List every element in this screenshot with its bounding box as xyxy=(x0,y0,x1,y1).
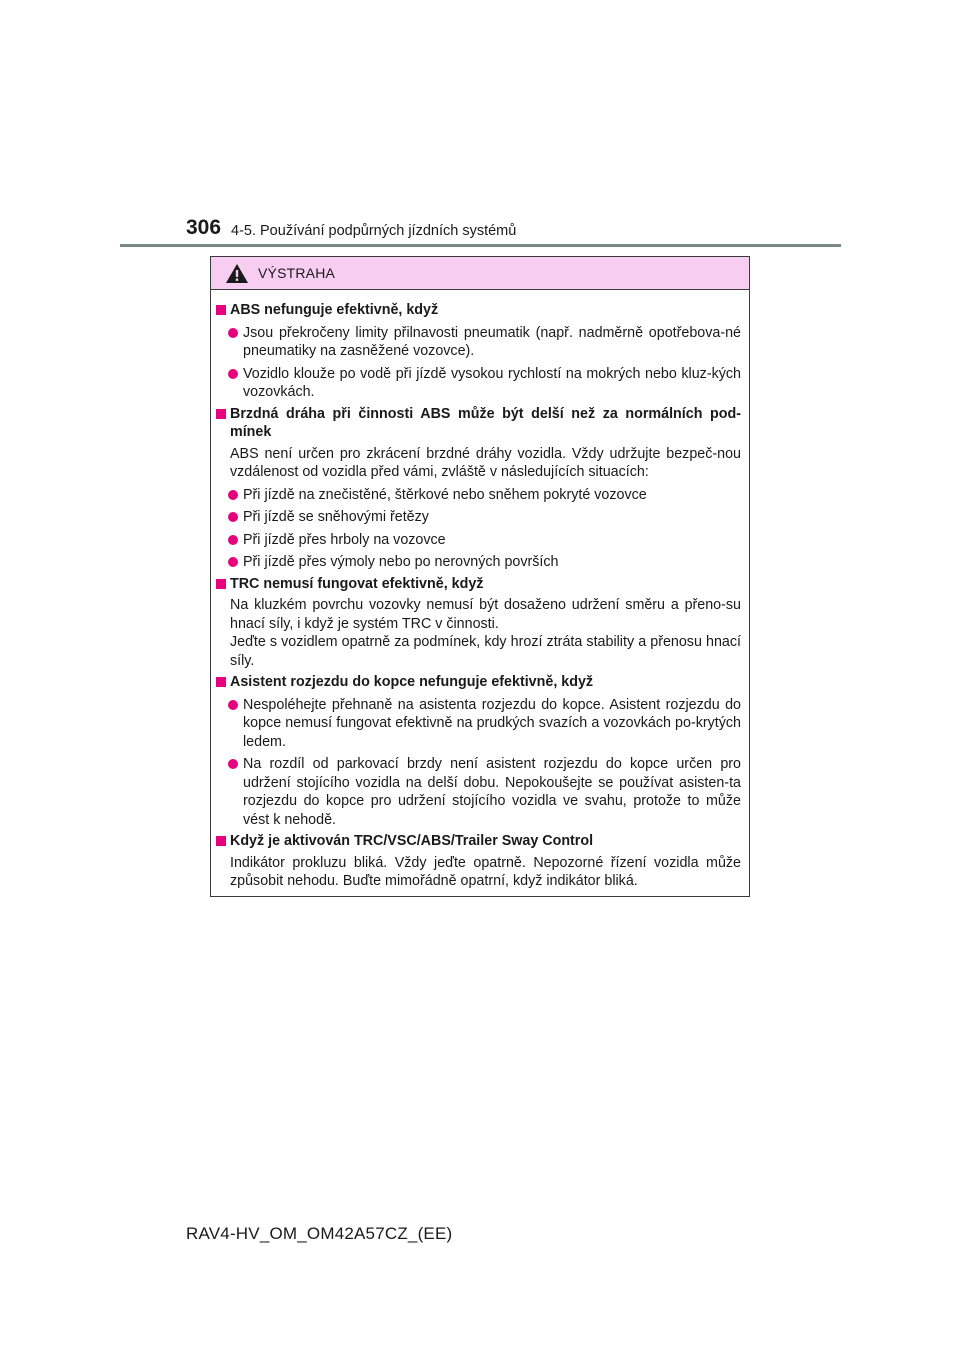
warning-heading xyxy=(216,301,741,320)
warning-header xyxy=(211,257,749,290)
circle-bullet-icon xyxy=(228,700,238,710)
warning-heading xyxy=(216,832,741,851)
warning-text: Brzdná dráha při činnosti ABS může být delší než za normálních pod-mínek xyxy=(230,405,741,440)
warning-bullet xyxy=(216,755,741,829)
warning-paragraph xyxy=(216,445,741,482)
warning-bullet xyxy=(216,365,741,402)
warning-paragraph xyxy=(216,854,741,891)
circle-bullet-icon xyxy=(228,369,238,379)
circle-bullet-icon xyxy=(228,557,238,567)
header-divider xyxy=(120,244,841,247)
circle-bullet-icon xyxy=(228,759,238,769)
section-title: 4-5. Používání podpůrných jízdních systémů xyxy=(231,223,517,239)
document-code: RAV4-HV_OM_OM42A57CZ_(EE) xyxy=(186,1224,453,1243)
warning-text: Jeďte s vozidlem opatrně za podmínek, kdy hrozí ztráta stability a přenosu hnací síly. xyxy=(230,634,741,669)
page-number: 306 xyxy=(186,216,222,239)
warning-bullet xyxy=(216,508,741,527)
warning-text: Nespoléhejte přehnaně na asistenta rozjezdu do kopce. Asistent rozjezdu do kopce nemusí fungovat efektivně na prudkých svazích a vozovkách po-krytých ledem. xyxy=(243,696,741,750)
warning-text: ABS nefunguje efektivně, když xyxy=(230,302,439,318)
warning-text: Na rozdíl od parkovací brzdy není asistent rozjezdu do kopce určen pro udržení stojícího vozidla na delší dobu. Nepokoušejte se používat asisten-ta rozjezdu do kopce pro udržení stojícího vozidla ve svahu, protože to může vést k nehodě. xyxy=(243,756,741,828)
warning-triangle-icon xyxy=(225,263,249,284)
warning-text: Když je aktivován TRC/VSC/ABS/Trailer Sway Control xyxy=(230,833,594,849)
warning-label: VÝSTRAHA xyxy=(258,265,336,281)
warning-text: Při jízdě se sněhovými řetězy xyxy=(243,509,429,525)
circle-bullet-icon xyxy=(228,512,238,522)
warning-paragraph xyxy=(216,633,741,670)
warning-text: Indikátor prokluzu bliká. Vždy jeďte opatrně. Nepozorné řízení vozidla může způsobit nehodu. Buďte mimořádně opatrní, když indikátor bliká. xyxy=(230,854,741,889)
warning-heading xyxy=(216,673,741,692)
warning-text: Při jízdě přes hrboly na vozovce xyxy=(243,531,446,548)
warning-text: Při jízdě na znečistěné, štěrkové nebo sněhem pokryté vozovce xyxy=(243,486,647,503)
square-bullet-icon xyxy=(216,305,226,315)
warning-bullet xyxy=(216,696,741,752)
circle-bullet-icon xyxy=(228,328,238,338)
warning-heading xyxy=(216,575,741,594)
warning-bullet xyxy=(216,553,741,572)
warning-paragraph xyxy=(216,596,741,633)
warning-text: Vozidlo klouže po vodě při jízdě vysokou rychlostí na mokrých nebo kluz-kých vozovkách. xyxy=(243,365,741,400)
warning-text: Asistent rozjezdu do kopce nefunguje efektivně, když xyxy=(230,674,594,690)
warning-box xyxy=(210,256,750,897)
circle-bullet-icon xyxy=(228,490,238,500)
warning-text: ABS není určen pro zkrácení brzdné dráhy vozidla. Vždy udržujte bezpeč-nou vzdálenost od vozidla před vámi, zvláště v následujících situacích: xyxy=(230,445,741,480)
warning-bullet xyxy=(216,531,741,550)
warning-text: Při jízdě přes výmoly nebo po nerovných površích xyxy=(243,554,559,570)
square-bullet-icon xyxy=(216,836,226,846)
warning-text: Na kluzkém povrchu vozovky nemusí být dosaženo udržení směru a přeno-su hnací síly, i když je systém TRC v činnosti. xyxy=(230,597,741,632)
square-bullet-icon xyxy=(216,409,226,419)
warning-text: TRC nemusí fungovat efektivně, když xyxy=(230,575,484,592)
warning-text: Jsou překročeny limity přilnavosti pneumatik (např. nadměrně opotřebova-né pneumatiky na zasněžené vozovce). xyxy=(243,324,741,359)
warning-body xyxy=(211,290,749,891)
warning-bullet xyxy=(216,324,741,361)
circle-bullet-icon xyxy=(228,535,238,545)
warning-bullet xyxy=(216,486,741,505)
warning-heading xyxy=(216,405,741,442)
square-bullet-icon xyxy=(216,579,226,589)
square-bullet-icon xyxy=(216,677,226,687)
